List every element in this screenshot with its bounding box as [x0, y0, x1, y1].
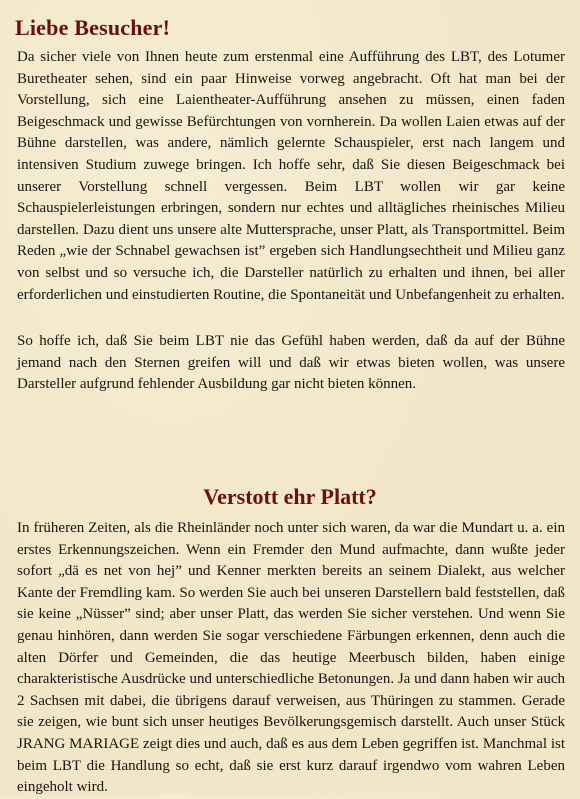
- section-title-verstott-ehr-platt: Verstott ehr Platt?: [203, 484, 377, 509]
- paragraph-dialect: In früheren Zeiten, als die Rheinländer noch unter sich waren, da war die Mundart u. a. ein erstes Erkennungszeichen. Wenn ein Fremder den Mund aufmachte, dann wußte jeder sofort „dä es net von hej” und Kenner merkten bereits an seinem Dialekt, aus welcher Kante der Fremdling kam. So werden Sie auch bei unseren Darstellern bald feststellen, daß sie keine „Nüsser” sind; aber unser Platt, das werden Sie sicher verstehen. Und wenn Sie genau hinhören, dann werden Sie sogar verschiedene Färbungen erkennen, denn auch die alten Dörfer und Gemeinden, die das heutige Meerbusch bilden, haben einige charakteristische Ausdrücke und unterschiedliche Betonungen. Ja und dann haben wir auch 2 Sachsen mit dabei, die übrigens darauf verweisen, aus Thüringen zu stammen. Gerade sie zeigen, wie bunt sich unser heutiges Bevölkerungsgemisch darstellt. Auch unser Stück JRANG MARIAGE zeigt dies und auch, daß es aus dem Leben gegriffen ist. Manchmal ist beim LBT die Handlung so echt, daß sie erst kurz darauf irgendwo vom wahren Leben eingeholt wird.: [17, 520, 565, 796]
- paragraph-intro: Da sicher viele von Ihnen heute zum erstenmal eine Aufführung des LBT, des Lotumer Buretheater sehen, sind ein paar Hinweise vorweg angebracht. Oft hat man bei der Vorstellung, sich eine Laientheater-Aufführung ansehen zu müssen, einen faden Beigeschmack und gewisse Befürchtungen von vornherein. Da wollen Laien etwas auf der Bühne darstellen, was andere, nämlich gelernte Schauspieler, erst nach langem und intensiven Studium zuwege bringen. Ich hoffe sehr, daß Sie diesen Beigeschmack bei unserer Vorstellung schnell vergessen. Beim LBT wollen wir gar keine Schauspielerleistungen erbringen, sondern nur echtes und alltägliches rheinisches Milieu darstellen. Dazu dient uns unsere alte Muttersprache, unser Platt, als Transportmittel. Beim Reden „wie der Schnabel gewachsen ist” ergeben sich Handlungsechtheit und Milieu ganz von selbst und so versuche ich, die Darsteller natürlich zu erhalten und ihnen, bei aller erforderlichen und einstudierten Routine, die Spontaneität und Unbefangenheit zu erhalten.: [17, 49, 565, 303]
- section-title-liebe-besucher: Liebe Besucher!: [15, 15, 171, 40]
- paragraph-hope: So hoffe ich, daß Sie beim LBT nie das Gefühl haben werden, daß da auf der Bühne jemand nach den Sternen greifen will und daß wir etwas bieten wollen, was unsere Darsteller aufgrund fehlender Ausbildung gar nicht bieten können.: [17, 333, 565, 393]
